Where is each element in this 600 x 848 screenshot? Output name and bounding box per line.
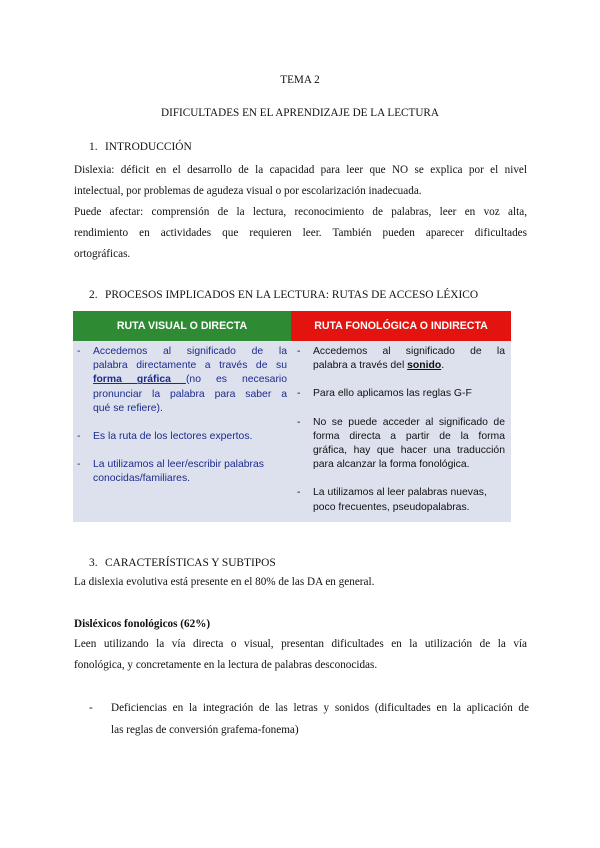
emphasis-forma-grafica: forma gráfica <box>93 374 186 386</box>
text-line: Accedemos al significado de la <box>93 346 287 357</box>
section-2-heading <box>89 288 478 302</box>
text-line: las reglas de conversión grafema-fonema) <box>111 724 299 736</box>
dash-marker: - <box>77 346 81 357</box>
text-line: La utilizamos al leer palabras nuevas, <box>313 487 487 499</box>
text-line: Dislexia: déficit en el desarrollo de la capacidad para leer que NO se explica por el nivel <box>74 164 527 176</box>
text-line: Puede afectar: comprensión de la lectura, reconocimiento de palabras, leer en voz alta, <box>74 206 527 218</box>
dash-marker: - <box>297 487 301 499</box>
text-line: rendimiento en actividades que requieren leer. También pueden aparecer dificultades <box>74 227 527 239</box>
text-line: conocidas/familiares. <box>93 473 191 485</box>
text-line: ortográficas. <box>74 248 131 260</box>
section-1-number: 1. <box>89 141 98 153</box>
text-fragment: (no es necesario <box>185 374 287 386</box>
text-line: forma directa a partir de la forma <box>313 430 505 442</box>
section-3-title: CARACTERÍSTICAS Y SUBTIPOS <box>105 557 276 569</box>
table-header-visual-route: RUTA VISUAL O DIRECTA <box>73 311 291 341</box>
list-item <box>75 430 287 444</box>
text-line: No se puede acceder al significado de <box>313 416 505 428</box>
list-item <box>295 486 505 514</box>
section-2-number: 2. <box>89 289 98 301</box>
list-item <box>295 345 505 373</box>
dash-marker: - <box>77 459 81 471</box>
text-line: para alcanzar la forma fonológica. <box>313 459 470 471</box>
visual-route-column <box>75 345 287 487</box>
bullet-text <box>111 697 529 741</box>
text-line: palabra directamente a través de su <box>93 360 287 372</box>
text-fragment: palabra a través del <box>313 360 408 372</box>
subtype-paragraph <box>74 634 527 676</box>
phonological-route-column <box>295 345 505 515</box>
text-line: fonológica, y concretamente en la lectura de palabras desconocidas. <box>74 659 378 671</box>
emphasis-sonido: sonido <box>407 360 442 372</box>
prevalence-paragraph: La dislexia evolutiva está presente en el 80% de las DA en general. <box>74 576 375 588</box>
list-item <box>295 387 505 401</box>
text-line: gráfica, hay que hacer una traducción <box>313 445 505 457</box>
list-item <box>75 345 287 416</box>
intro-paragraph-1 <box>74 160 527 202</box>
doc-title: TEMA 2 <box>280 74 320 86</box>
dash-marker: - <box>297 416 301 428</box>
text-line: Accedemos al significado de la <box>313 346 505 357</box>
text-line: Deficiencias en la integración de las letras y sonidos (dificultades en la aplicación de <box>111 702 529 714</box>
text-fragment: . <box>441 360 445 372</box>
doc-subtitle: DIFICULTADES EN EL APRENDIZAJE DE LA LECTURA <box>161 107 439 119</box>
section-2-title: PROCESOS IMPLICADOS EN LA LECTURA: RUTAS DE ACCESO LÉXICO <box>105 289 479 301</box>
text-line: Leen utilizando la vía directa o visual, presentan dificultades en la utilización de la vía <box>74 638 527 650</box>
intro-paragraph-2 <box>74 202 527 265</box>
section-1-title: INTRODUCCIÓN <box>105 141 192 153</box>
text-line: Es la ruta de los lectores expertos. <box>93 431 253 443</box>
dash-marker: - <box>89 702 93 714</box>
text-line: La utilizamos al leer/escribir palabras <box>93 459 264 471</box>
table-body <box>73 341 511 522</box>
dash-marker: - <box>77 431 81 443</box>
text-line: qué se refiere). <box>93 402 163 414</box>
list-item <box>75 458 287 486</box>
text-line: pronunciar la palabra para saber a <box>93 388 287 400</box>
text-line: poco frecuentes, pseudopalabras. <box>313 501 470 513</box>
routes-table <box>73 311 511 522</box>
subtype-heading: Disléxicos fonológicos (62%) <box>74 618 211 630</box>
dash-marker: - <box>297 346 301 357</box>
dash-marker: - <box>297 388 301 400</box>
text-line: intelectual, por problemas de agudeza visual o por escolarización inadecuada. <box>74 185 422 197</box>
text-line: Para ello aplicamos las reglas G-F <box>313 388 472 400</box>
section-3-number: 3. <box>89 557 98 569</box>
section-1-heading <box>89 140 192 154</box>
table-header-phonological-route: RUTA FONOLÓGICA O INDIRECTA <box>291 311 511 341</box>
list-item <box>295 416 505 473</box>
section-3-heading <box>89 556 276 570</box>
